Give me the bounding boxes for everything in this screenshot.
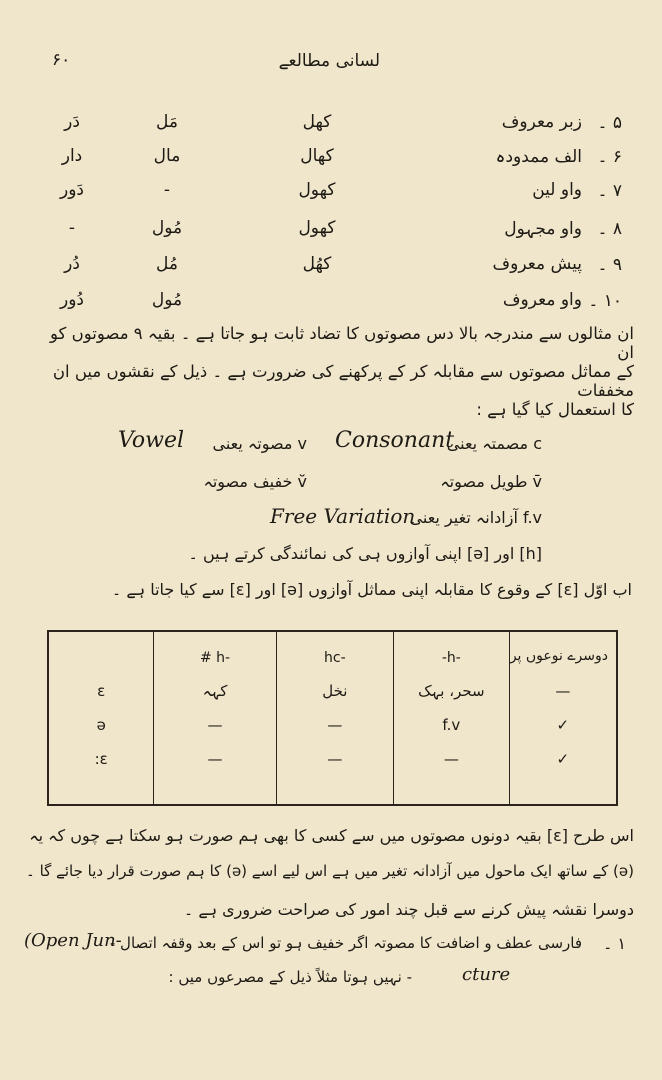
word-row: ۹ ۔ پیش معروف کھُل مُل دُر — [64, 254, 622, 275]
table-cell: — — [555, 682, 571, 700]
word-row: ۸ ۔ واو مجہول کھول مُول - — [68, 218, 622, 239]
table-cell: f.v — [442, 716, 461, 734]
note-h: [h] اور [ə] اپنی آوازوں ہی کی نمائندگی کرتے ہیں ۔ — [188, 544, 542, 563]
note-comparison: اب اوّل [ɛ] کے وقوع کا مقابلہ اپنی مماثل آوازوں [ə] اور [ɛ] سے کیا جاتا ہے ۔ — [111, 580, 632, 599]
page-title: لسانی مطالعے — [278, 51, 380, 71]
table-cell: کہہ — [202, 682, 228, 700]
paragraph-line: کے مماثل مصوتوں سے مقابلہ کر کے پرکھنے کی ضرورت ہے ۔ ذیل کے نقشوں میں ان مخففات — [52, 362, 634, 400]
table-symbol: ə — [96, 716, 106, 734]
item-text-line2: - نہیں ہوتا مثلاً ذیل کے مصرعوں میں : — [168, 968, 412, 986]
table-cell: سحر، بہک — [418, 682, 485, 700]
word-row: ۱۰ ۔ واو معروف مُول دُور — [60, 290, 622, 311]
table-col-h — [394, 631, 510, 805]
legend-vowel: Vowel — [118, 428, 184, 453]
table-col-hc — [276, 631, 393, 805]
table-col-hash — [154, 631, 276, 805]
legend-short-vowel: v̆ خفیف مصوتہ — [203, 472, 307, 491]
table-symbol: ɛ — [97, 682, 106, 700]
table-header: -hc — [324, 650, 346, 666]
table-cell: نخل — [322, 682, 348, 700]
legend-free-variation: Free Variation — [270, 504, 416, 528]
paragraph-line: کا استعمال کیا گیا ہے : — [476, 400, 634, 419]
item-latin-line2: cture — [462, 964, 511, 985]
legend-c-label: c مصمتہ یعنی — [446, 434, 542, 453]
table-header: -h- — [441, 650, 461, 666]
paragraph-line: اس طرح [ɛ] بقیہ دونوں مصوتوں میں سے کسی کا بھی ہم صورت ہو سکتا ہے چوں کہ یہ — [29, 826, 634, 845]
item-number: ۱ ۔ — [602, 934, 626, 953]
paragraph-line: (ə) کے ساتھ ایک ماحول میں آزادانہ تغیر میں ہے اس لیے اسے (ə) کا ہم صورت قرار دیا جائے گا ۔ — [26, 862, 634, 880]
table-cell: — — [443, 750, 459, 768]
item-text: فارسی عطف و اضافت کا مصوتہ اگر خفیف ہو تو اس کے بعد وقفہ اتصال - — [109, 934, 582, 952]
comparison-table — [47, 630, 618, 806]
table-col-other — [509, 631, 617, 805]
word-row: ۷ ۔ واو لین کھول - دَور — [60, 180, 622, 201]
table-cell: — — [207, 716, 223, 734]
legend-fv-label: f.v آزادانہ تغیر یعنی — [409, 508, 542, 527]
table-col-symbols — [48, 631, 154, 805]
legend-v-label: v مصوتہ یعنی — [212, 434, 307, 453]
table-cell: — — [207, 750, 223, 768]
table-header: -h # — [199, 650, 231, 666]
legend-consonant: Consonant — [335, 428, 455, 453]
table-symbol: ɛ: — [94, 750, 108, 768]
paragraph-line: ان مثالوں سے مندرجہ بالا دس مصوتوں کا تضاد ثابت ہو جاتا ہے ۔ بقیہ ۹ مصوتوں کو ان — [50, 324, 634, 362]
paragraph-line: دوسرا نقشہ پیش کرنے سے قبل چند امور کی صراحت ضروری ہے ۔ — [183, 900, 634, 919]
page-number: ۶۰ — [52, 50, 71, 70]
word-row: ۵ ۔ زبر معروف کھل مَل دَر — [64, 112, 622, 133]
table-header: دوسرے نوعوں پر — [509, 648, 608, 664]
item-latin: (Open Jun- — [24, 930, 122, 951]
legend-long-vowel: v̄ طویل مصوتہ — [440, 472, 542, 491]
word-row: ۶ ۔ الف ممدودہ کھال مال دار — [61, 146, 622, 167]
table-cell: ✓ — [556, 716, 570, 734]
table-cell: — — [327, 716, 343, 734]
table-cell: ✓ — [556, 750, 570, 768]
table-cell: — — [327, 750, 343, 768]
